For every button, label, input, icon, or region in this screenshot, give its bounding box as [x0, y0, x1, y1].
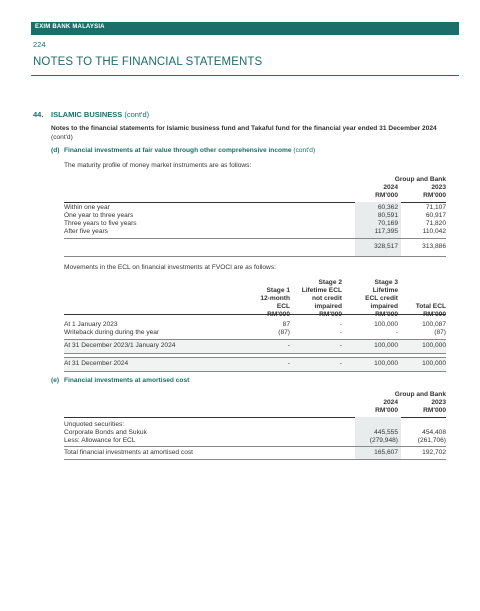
ecl-total-h2: RM'000 [423, 311, 446, 318]
amortised-total-2023: 192,702 [422, 449, 446, 456]
subsection-e-title: Financial investments at amortised cost [64, 377, 190, 384]
ecl-header-rule [64, 314, 446, 315]
ecl-stage3-h1: Stage 3 [374, 279, 398, 286]
ecl-stage1-h1: Stage 1 [266, 287, 290, 294]
amortised-group-header: Group and Bank [394, 391, 446, 398]
maturity-row-2024: 70,169 [377, 220, 398, 227]
subsection-d-title-suffix: (cont'd) [293, 147, 316, 154]
ecl-stage1-h3: ECL [276, 303, 290, 310]
amortised-col-2023: 2023 [431, 399, 446, 406]
maturity-col-2024: 2024 [383, 184, 398, 191]
ecl-stage3-h3: ECL credit [365, 295, 398, 302]
ecl-intro: Movements in the ECL on financial investments at FVOCI are as follows: [64, 264, 276, 271]
amortised-unit-2023: RM'000 [423, 407, 446, 414]
subsection-e-letter: (e) [51, 377, 60, 384]
section-title [51, 110, 149, 119]
notes-heading-line1: Notes to the financial statements for Islamic business fund and Takaful fund for the financial year ended 31 December 2024 [51, 125, 437, 132]
maturity-row-2023: 60,917 [425, 212, 446, 219]
maturity-row-2024: 60,362 [377, 204, 398, 211]
subsection-d-title-text: Financial investments at fair value through other comprehensive income [64, 147, 292, 154]
maturity-row-label: Three years to five years [64, 220, 137, 227]
bank-name: EXIM BANK MALAYSIA [35, 24, 105, 30]
header-bar [31, 22, 459, 35]
ecl-row-end-label: At 31 December 2024 [64, 360, 129, 367]
ecl-mid-rule-top [64, 339, 446, 340]
maturity-row-2023: 71,820 [425, 220, 446, 227]
ecl-stage2-h5: RM'000 [319, 311, 342, 318]
ecl-row-s2: - [339, 321, 342, 328]
maturity-total-2024: 328,517 [374, 243, 398, 250]
amortised-unit-2024: RM'000 [375, 407, 398, 414]
amortised-row-2024: (279,948) [369, 437, 398, 444]
amortised-row-label: Unquoted securities: [64, 421, 125, 428]
amortised-col-2024: 2024 [383, 399, 398, 406]
ecl-total-h1: Total ECL [415, 303, 446, 310]
maturity-row-2024: 80,591 [377, 212, 398, 219]
maturity-total-rule-bottom [64, 256, 446, 257]
maturity-unit-2024: RM'000 [375, 192, 398, 199]
section-title-text: ISLAMIC BUSINESS [51, 110, 123, 119]
ecl-stage3-h5: RM'000 [375, 311, 398, 318]
ecl-stage3-h2: Lifetime [372, 287, 398, 294]
ecl-row-end-s1: - [287, 360, 290, 367]
amortised-total-rule-bottom [64, 459, 446, 460]
ecl-end-rule-bottom [64, 371, 446, 372]
ecl-stage1-h4: RM'000 [267, 311, 290, 318]
maturity-total-2023: 313,886 [422, 243, 446, 250]
maturity-group-header: Group and Bank [394, 176, 446, 183]
amortised-total-rule-top [64, 446, 446, 447]
ecl-stage2-header [282, 279, 342, 319]
subsection-d-title [64, 147, 315, 154]
maturity-row-label: Within one year [64, 204, 110, 211]
maturity-row-2023: 110,042 [422, 228, 446, 235]
maturity-unit-2023: RM'000 [423, 192, 446, 199]
section-number: 44. [33, 110, 44, 119]
amortised-row-2023: 454,408 [422, 429, 446, 436]
ecl-row-mid-s1: - [287, 342, 290, 349]
ecl-stage3-h4: impaired [370, 303, 398, 310]
ecl-row-label: At 1 January 2023 [64, 321, 118, 328]
subsection-d-letter: (d) [51, 147, 60, 154]
maturity-total-rule-top [64, 238, 446, 239]
ecl-row-s2: - [339, 329, 342, 336]
page-title: NOTES TO THE FINANCIAL STATEMENTS [33, 56, 263, 68]
amortised-row-label: Less: Allowance for ECL [64, 437, 136, 444]
maturity-row-2024: 117,395 [374, 228, 398, 235]
section-title-suffix: (cont'd) [124, 110, 150, 119]
maturity-row-label: One year to three years [64, 212, 134, 219]
ecl-row-end-s3: 100,000 [374, 360, 398, 367]
ecl-row-label: Writeback during during the year [64, 329, 160, 336]
maturity-row-2023: 71,107 [425, 204, 446, 211]
ecl-row-s3: 100,000 [374, 321, 398, 328]
amortised-row-label: Corporate Bonds and Sukuk [64, 429, 147, 436]
ecl-stage3-header [340, 279, 398, 319]
page-number: 224 [33, 40, 46, 49]
title-divider [31, 75, 459, 76]
amortised-total-label: Total financial investments at amortised cost [64, 449, 194, 456]
ecl-stage2-h1: Stage 2 [318, 279, 342, 286]
maturity-row-label: After five years [64, 228, 108, 235]
ecl-row-mid-total: 100,000 [422, 342, 446, 349]
ecl-row-mid-s3: 100,000 [374, 342, 398, 349]
ecl-stage2-h3: not credit [311, 295, 342, 302]
ecl-row-total: 100,087 [422, 321, 446, 328]
maturity-intro: The maturity profile of money market instruments are as follows: [64, 162, 252, 169]
ecl-row-s3: - [395, 329, 398, 336]
amortised-row-2023: (261,706) [417, 437, 446, 444]
notes-heading [51, 124, 446, 142]
ecl-stage1-h2: 12-month [260, 295, 290, 302]
ecl-row-s1: 87 [282, 321, 290, 328]
ecl-end-rule-top [64, 357, 446, 358]
ecl-row-total: (87) [434, 329, 446, 336]
ecl-row-mid-label: At 31 December 2023/1 January 2024 [64, 342, 176, 349]
ecl-stage2-h2: Lifetime ECL [301, 287, 342, 294]
notes-heading-line2: (cont'd) [51, 134, 73, 141]
ecl-row-end-s2: - [339, 360, 342, 367]
ecl-mid-rule-bottom [64, 353, 446, 354]
ecl-row-s1: (87) [278, 329, 290, 336]
maturity-col-2023: 2023 [431, 184, 446, 191]
amortised-row-2024: 445,555 [374, 429, 398, 436]
amortised-total-2024: 165,607 [374, 449, 398, 456]
ecl-total-header [396, 303, 446, 319]
ecl-row-end-total: 100,000 [422, 360, 446, 367]
ecl-stage2-h4: impaired [314, 303, 342, 310]
ecl-row-mid-s2: - [339, 342, 342, 349]
